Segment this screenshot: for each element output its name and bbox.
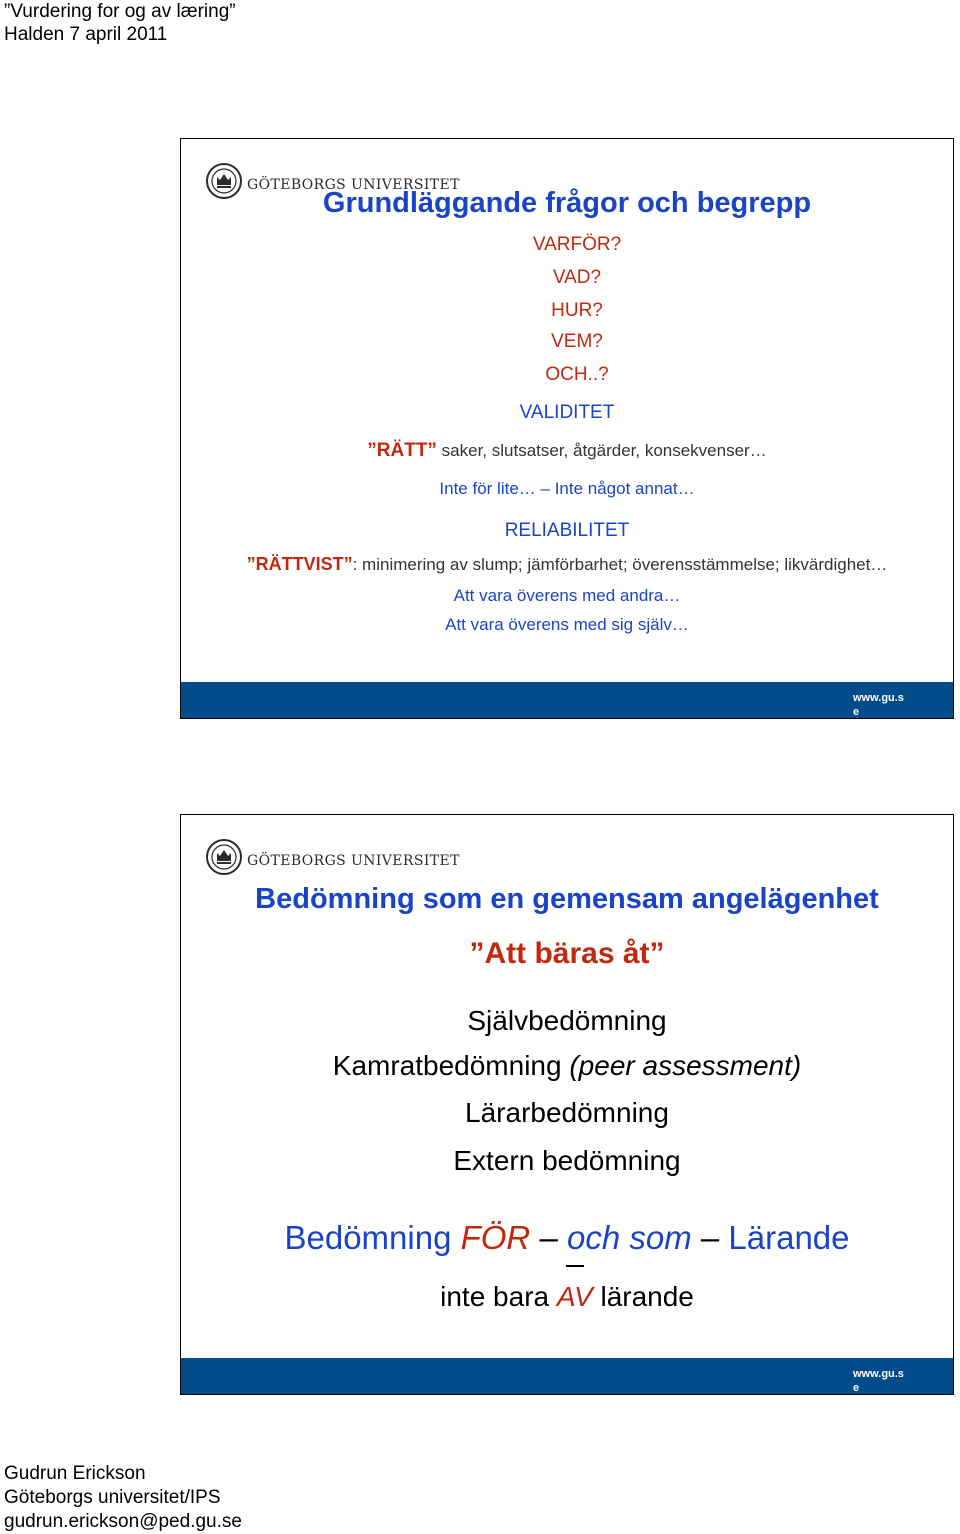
ratt-line [181,440,953,462]
inte-line [181,479,953,499]
question-vad: VAD? [552,267,602,288]
question-varfor: VARFÖR? [532,234,622,255]
question-och: OCH..? [545,364,609,385]
small-inte-bara: inte bara [440,1281,557,1312]
author-email[interactable]: gudrun.erickson@ped.gu.se [4,1511,242,1532]
big-larande: Lärande [728,1219,850,1256]
big-och-som: och som [566,1219,692,1256]
question-hur: HUR? [551,300,603,321]
author-name: Gudrun Erickson [4,1463,146,1484]
author-affiliation: Göteborgs universitet/IPS [4,1487,221,1508]
att-vara-andra: Att vara överens med andra… [453,586,681,605]
header-title: ”Vurdering for og av læring” [4,1,236,22]
reliabilitet-heading: RELIABILITET [504,520,630,541]
website-link[interactable]: www.gu.se [853,692,904,718]
validitet-heading: VALIDITET [519,402,615,423]
att-vara-sig-sjalv: Att vara överens med sig själv… [445,615,689,634]
slide-title: Grundläggande frågor och begrepp [322,187,812,219]
slide-1 [180,138,954,719]
big-bedomning: Bedömning [284,1219,461,1256]
inte-annat: Inte något annat… [554,479,695,498]
rattvist-description: : minimering av slump; jämförbarhet; överensstämmelse; likvärdighet… [352,555,888,574]
logo-wordmark: GÖTEBORGS UNIVERSITET [247,853,460,869]
document-header [4,0,236,46]
university-seal-icon [206,839,242,875]
bedomning-for-line [181,1219,953,1257]
question-vem: VEM? [551,331,603,352]
rattvist-word: ”RÄTTVIST” [246,554,353,574]
inte-bara-line [181,1281,953,1313]
logo-wordmark: GÖTEBORGS UNIVERSITET [247,177,460,193]
ratt-word: ”RÄTT” [367,440,437,461]
big-dash-1: – [530,1219,567,1256]
website-link[interactable]: www.gu.se [853,1368,904,1394]
item-extern-bedomning: Extern bedömning [453,1145,681,1176]
item-lararbedomning: Lärarbedömning [465,1097,669,1128]
item-sjalvbedomning: Självbedömning [467,1005,667,1036]
big-for: FÖR [460,1219,531,1256]
document-footer [4,1462,242,1534]
kamrat-peer-assessment: (peer assessment) [561,1050,802,1081]
slide-2 [180,814,954,1395]
rattvist-line [181,554,953,575]
footer-bar [181,1358,953,1394]
header-date: Halden 7 april 2011 [4,24,168,45]
underline-mark [566,1265,584,1267]
slide-title: Bedömning som en gemensam angelägenhet [255,883,879,915]
item-kamratbedomning [181,1050,953,1082]
slide-subtitle: ”Att bäras åt” [469,937,665,970]
footer-bar [181,682,953,718]
small-av: AV [556,1281,593,1312]
kamrat-label: Kamratbedömning [332,1050,562,1081]
big-dash-2: – [691,1219,729,1256]
ratt-description: saker, slutsatser, åtgärder, konsekvenser… [441,441,767,460]
inte-for-lite: Inte för lite… [439,479,536,498]
university-logo [206,839,460,875]
small-larande: lärande [592,1281,694,1312]
inte-dash: – [535,479,555,498]
